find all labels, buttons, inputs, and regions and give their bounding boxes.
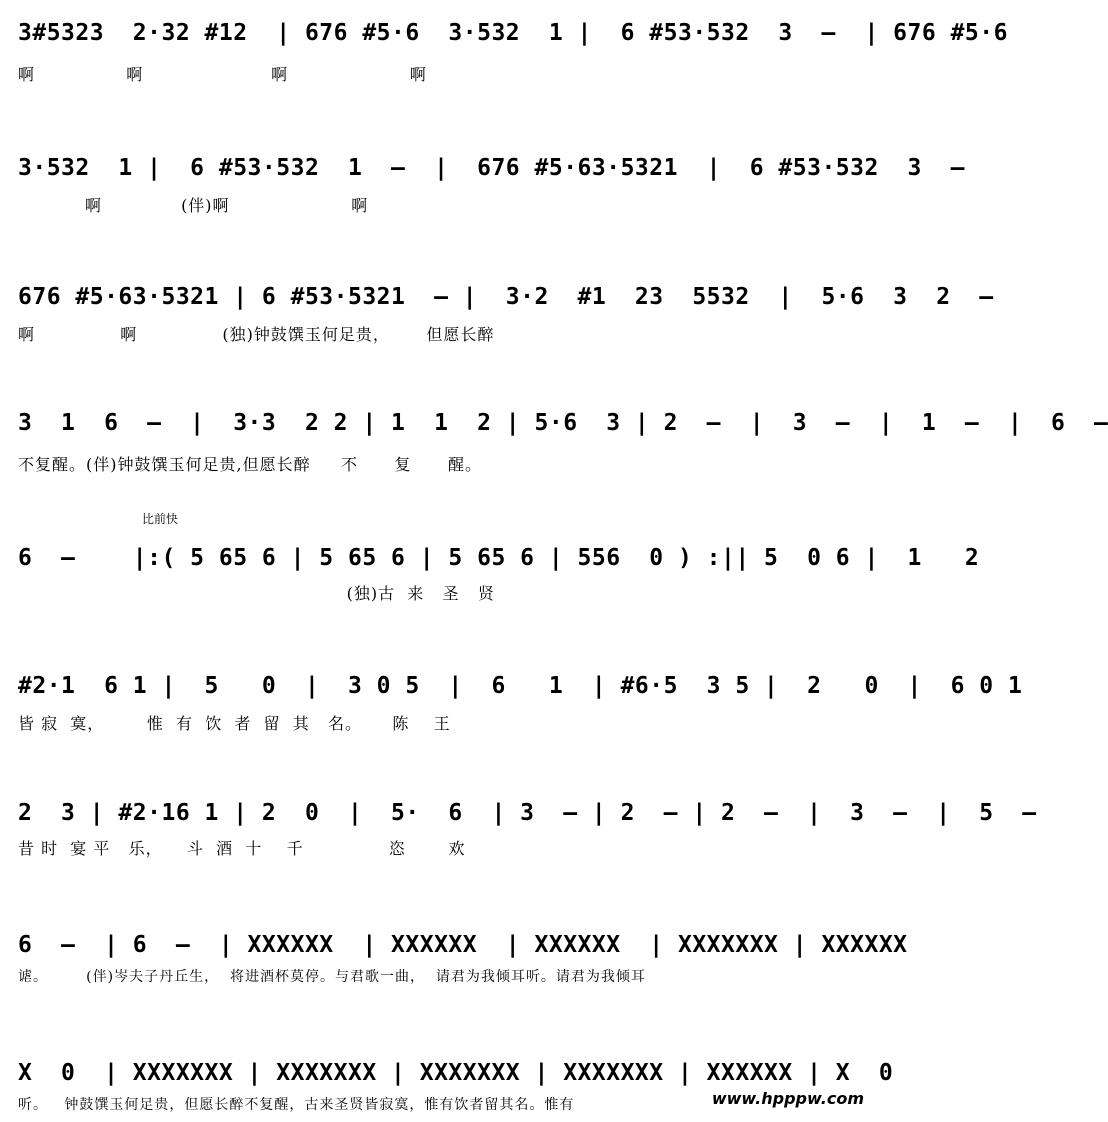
- notes-line: 676 #5·63·5321 | 6 #53·5321 – | 3·2 #1 23 5532 | 5·6 3 2 –: [18, 284, 994, 310]
- notes-line: 6 – |:( 5 65 6 | 5 65 6 | 5 65 6 | 556 0 ) :|| 5 0 6 | 1 2: [18, 545, 980, 571]
- lyrics-line: 啊 啊 (独)钟鼓馔玉何足贵， 但愿长醉: [18, 325, 495, 344]
- watermark-url: www.hpppw.com: [711, 1089, 864, 1108]
- tempo-mark: 比前快: [142, 512, 179, 526]
- lyrics-line: 不复醒。(伴)钟鼓馔玉何足贵,但愿长醉 不 复 醒。: [18, 455, 483, 474]
- lyrics-line: 皆 寂 寞， 惟 有 饮 者 留 其 名。 陈 王: [18, 714, 451, 733]
- notes-line: 3 1 6 – | 3·3 2 2 | 1 1 2 | 5·6 3 | 2 – | 3 – | 1 – | 6 –: [18, 410, 1108, 436]
- lyrics-line: 昔 时 宴 平 乐， 斗 酒 十 千 恣 欢: [18, 839, 466, 858]
- notes-line: 2 3 | #2·16 1 | 2 0 | 5· 6 | 3 – | 2 – | 2 – | 3 – | 5 –: [18, 800, 1037, 826]
- notes-line: 3#5323 2·32 #12 | 676 #5·6 3·532 1 | 6 #53·532 3 – | 676 #5·6: [18, 20, 1008, 46]
- lyrics-line: (独)古 来 圣 贤: [18, 584, 495, 603]
- lyrics-line: 啊 啊 啊 啊: [18, 65, 427, 84]
- notes-line: 6 – | 6 – | XXXXXX | XXXXXX | XXXXXX | XXXXXXX | XXXXXX: [18, 932, 908, 958]
- lyrics-line: 听。 钟鼓馔玉何足贵，但愿长醉不复醒，古来圣贤皆寂寞，惟有饮者留其名。惟有: [18, 1097, 575, 1113]
- lyrics-line: 谑。 (伴)岑夫子丹丘生， 将进酒杯莫停。与君歌一曲， 请君为我倾耳听。请君为我倾耳: [18, 969, 646, 985]
- notes-line: 3·532 1 | 6 #53·532 1 – | 676 #5·63·5321 | 6 #53·532 3 –: [18, 155, 965, 181]
- notes-line: X 0 | XXXXXXX | XXXXXXX | XXXXXXX | XXXXXXX | XXXXXX | X 0: [18, 1060, 894, 1086]
- lyrics-line: 啊 (伴)啊 啊: [18, 196, 369, 215]
- notes-line: #2·1 6 1 | 5 0 | 3 0 5 | 6 1 | #6·5 3 5 | 2 0 | 6 0 1: [18, 673, 1023, 699]
